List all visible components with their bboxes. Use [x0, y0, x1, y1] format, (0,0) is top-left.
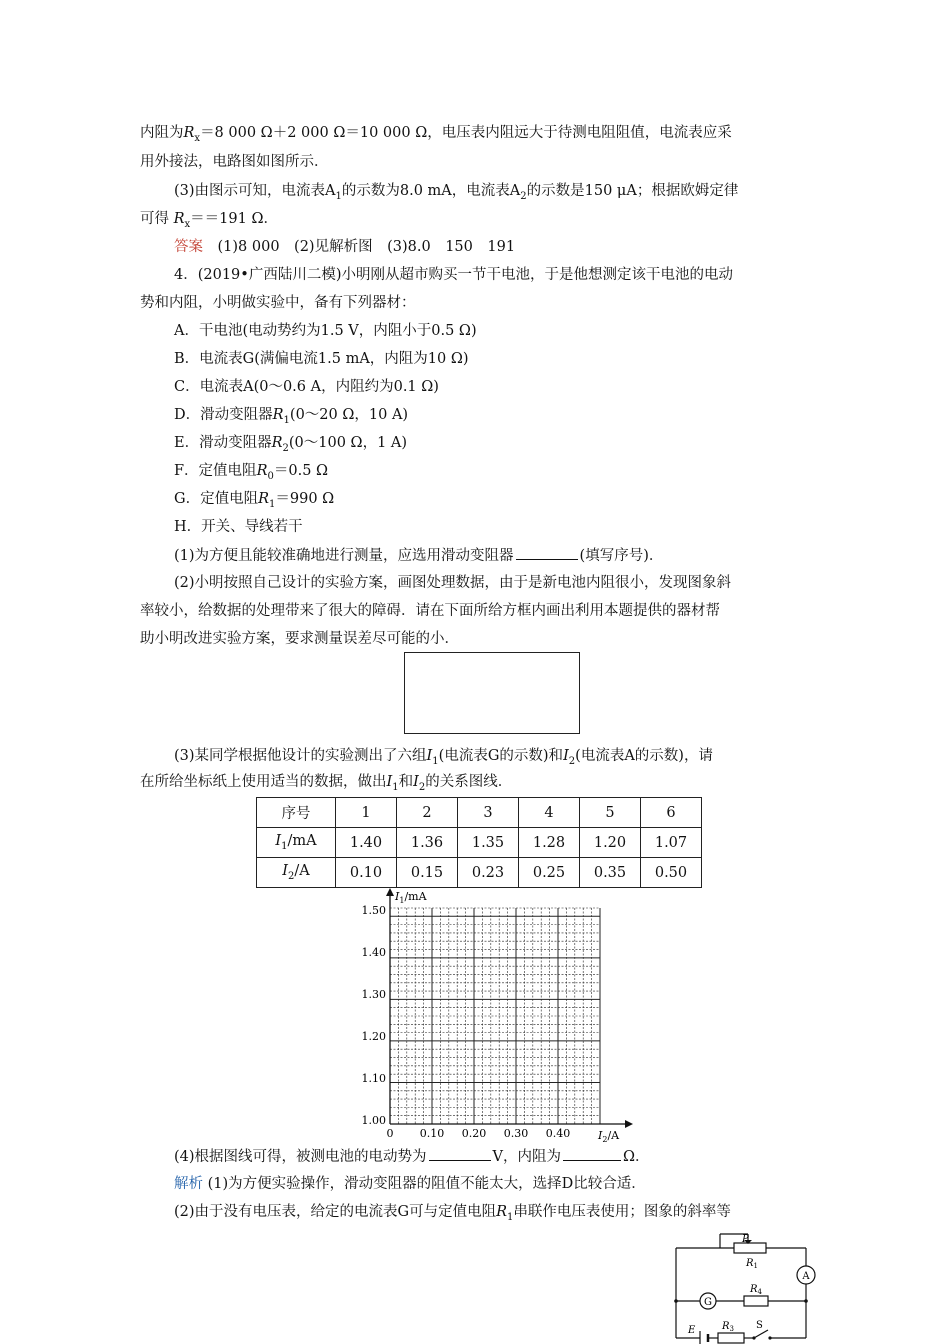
para-line-3: (3)由图示可知，电流表$A_1$的示数为8.0 mA，电流表$A_2$的示数是150 μA；根据欧姆定律 — [174, 183, 739, 202]
label-p: P — [742, 1234, 749, 1245]
y-axis-arrow-icon — [386, 888, 394, 896]
q4-part-2-line-2: 率较小，给数据的处理带来了很大的障碍．请在下面所给方框内画出利用本题提供的器材帮 — [140, 603, 720, 619]
y-tick-label: 1.00 — [361, 1114, 386, 1127]
junction-dot-icon — [674, 1299, 678, 1303]
x-axis-label: $I_2/A$ — [598, 1129, 620, 1144]
y-axis-label: $I_1/mA$ — [395, 890, 427, 905]
option-g: G．定值电阻$R_1=990$ Ω — [174, 491, 335, 510]
data-table — [256, 797, 702, 888]
answer-line: 答案 (1)8 000 (2)见解析图 (3)8.0 150 191 — [174, 239, 516, 255]
label-r4: $R_4$ — [750, 1284, 762, 1296]
label-r3: $R_3$ — [722, 1321, 734, 1333]
solution-label: 解析 — [174, 1176, 203, 1192]
option-a: A．干电池(电动势约为1.5 V，内阻小于0.5 Ω) — [174, 323, 477, 339]
y-tick-label: 1.10 — [361, 1072, 386, 1085]
q4-part-4: (4)根据图线可得，被测电池的电动势为 V，内阻为 Ω． — [174, 1146, 650, 1167]
option-f: F．定值电阻$R_0=0.5$ Ω — [174, 463, 329, 482]
resistor-r4 — [744, 1296, 768, 1306]
switch-contact-icon — [768, 1336, 771, 1339]
label-s: S — [756, 1320, 763, 1331]
q4-line-2: 势和内阻，小明做实验中，备有下列器材： — [140, 295, 416, 311]
label-r1: $R_1$ — [746, 1258, 758, 1270]
resistor-r3 — [718, 1333, 744, 1343]
x-tick-label: 0 — [386, 1127, 394, 1140]
switch-icon — [754, 1330, 768, 1338]
solution-line-1: 解析 (1)为方便实验操作，滑动变阻器的阻值不能太大，选择D比较合适． — [174, 1176, 646, 1192]
option-h: H．开关、导线若干 — [174, 519, 303, 535]
option-d: D．滑动变阻器$R_1(0\sim 20$ Ω，10 A) — [174, 407, 409, 426]
para-line-1: 内阻为$R_x=8$ 000 Ω＋2 000 Ω＝10 000 Ω，电压表内阻远大于待测电阻阻值，电流表应采 — [140, 125, 732, 144]
q4-part-3-line-1: (3)某同学根据他设计的实验测出了六组$I_1$(电流表G的示数)和$I_2$(电流表A的示数)，请 — [174, 748, 713, 767]
table-row: $I_1/mA$ 1.40 1.36 1.35 1.28 1.20 1.07 — [257, 828, 702, 858]
y-tick-label: 1.20 — [361, 1030, 386, 1043]
answer-blank-emf[interactable] — [429, 1146, 491, 1161]
answer-label: 答案 — [174, 239, 203, 255]
q4-part-2-line-1: (2)小明按照自己设计的实验方案，画图处理数据，由于是新电池内阻很小，发现图象斜 — [174, 575, 732, 591]
y-tick-label: 1.50 — [361, 904, 386, 917]
grid-graph[interactable] — [350, 888, 640, 1144]
q4-part-3-line-2: 在所给坐标纸上使用适当的数据，做出$I_1$和$I_2$的关系图线． — [140, 774, 513, 793]
option-e: E．滑动变阻器$R_2(0\sim 100$ Ω，1 A) — [174, 435, 408, 454]
drawing-box[interactable] — [404, 652, 580, 734]
circuit-diagram — [660, 1228, 820, 1344]
junction-dot-icon — [804, 1299, 808, 1303]
x-tick-label: 0.10 — [419, 1127, 445, 1140]
answer-blank-resistance[interactable] — [563, 1146, 621, 1161]
rheostat-r1 — [734, 1243, 766, 1253]
para-line-4: 可得 $R_x==191$ Ω． — [140, 211, 278, 230]
solution-line-2: (2)由于没有电压表，给定的电流表G可与定值电阻$R_1$串联作电压表使用；图象的斜率等 — [174, 1204, 731, 1223]
table-row: $I_2/A$ 0.10 0.15 0.23 0.25 0.35 0.50 — [257, 858, 702, 888]
answer-blank-1[interactable] — [516, 545, 578, 560]
label-e: E — [688, 1325, 696, 1336]
y-tick-label: 1.30 — [361, 988, 386, 1001]
q4-part-1: (1)为方便且能较准确地进行测量，应选用滑动变阻器 (填写序号)． — [174, 545, 663, 566]
q4-line-1: 4．(2019•广西陆川二模)小明刚从超市购买一节干电池，于是他想测定该干电池的电动 — [174, 267, 733, 283]
q4-part-2-line-3: 助小明改进实验方案，要求测量误差尽可能的小． — [140, 631, 459, 647]
para-line-2: 用外接法，电路图如图所示． — [140, 154, 329, 170]
x-axis-arrow-icon — [625, 1120, 633, 1128]
x-tick-label: 0.30 — [503, 1127, 529, 1140]
label-g: G — [704, 1297, 712, 1308]
x-tick-label: 0.40 — [545, 1127, 571, 1140]
x-tick-label: 0.20 — [461, 1127, 487, 1140]
option-b: B．电流表G(满偏电流1.5 mA，内阻为10 Ω) — [174, 351, 469, 367]
switch-contact-icon — [752, 1336, 755, 1339]
y-tick-label: 1.40 — [361, 946, 386, 959]
label-a: A — [802, 1271, 810, 1282]
table-row: 序号 1 2 3 4 5 6 — [257, 798, 702, 828]
option-c: C．电流表A(0～0.6 A，内阻约为0.1 Ω) — [174, 379, 439, 395]
